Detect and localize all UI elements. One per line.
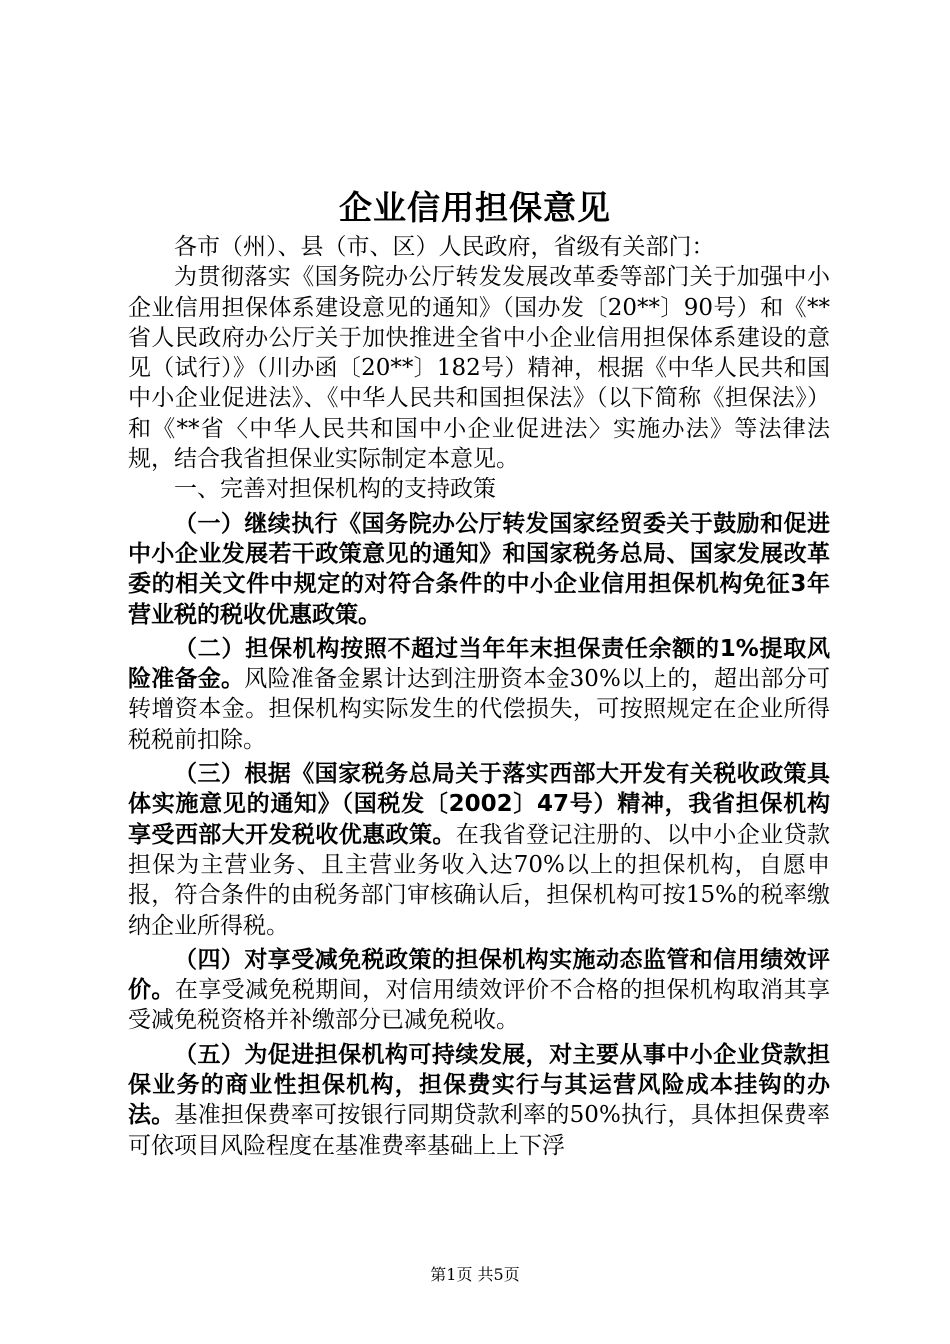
policy-item-3-lead: （三）根据《国家税务总局关于落实西部大开发有关税收政策具体实施意见的通知》（国税发〔2002〕47号）精神，我省担保机构享受西部大开发税收优惠政策。 [128, 761, 830, 848]
policy-item-2-lead: （二）担保机构按照不超过当年年末担保责任余额的1%提取风险准备金。 [128, 635, 830, 693]
policy-item-2-text: 风险准备金累计达到注册资本金30%以上的，超出部分可转增资本金。担保机构实际发生的代偿损失，可按照规定在企业所得税税前扣除。 [128, 666, 831, 753]
policy-item-4 [128, 945, 830, 1036]
policy-item-3-text: 在我省登记注册的、以中小企业贷款担保为主营业务、且主营业务收入达70%以上的担保机构，自愿申报，符合条件的由税务部门审核确认后，担保机构可按15%的税率缴纳企业所得税。 [128, 821, 831, 939]
page-footer: 第1页 共5页 [430, 1265, 520, 1284]
policy-item-4-text: 在享受减免税期间，对信用绩效评价不合格的担保机构取消其享受减免税资格并补缴部分已减免税收。 [128, 977, 831, 1034]
policy-item-5-text: 基准担保费率可按银行同期贷款利率的50%执行，具体担保费率可依项目风险程度在基准费率基础上上下浮 [128, 1102, 831, 1159]
policy-item-5-lead: （五）为促进担保机构可持续发展，对主要从事中小企业贷款担保业务的商业性担保机构，担保费实行与其运营风险成本挂钩的办法。 [128, 1041, 830, 1129]
policy-item-1-lead: （一）继续执行《国务院办公厅转发国家经贸委关于鼓励和促进中小企业发展若干政策意见的通知》和国家税务总局、国家发展改革委的相关文件中规定的对符合条件的中小企业信用担保机构免征3年营业税的税收优惠政策。 [128, 510, 830, 628]
policy-item-1 [128, 509, 830, 630]
policy-item-5 [128, 1040, 830, 1161]
document-body [128, 232, 830, 1161]
policy-item-4-lead: （四）对享受减免税政策的担保机构实施动态监管和信用绩效评价。 [128, 946, 830, 1004]
salutation: 各市（州）、县（市、区）人民政府，省级有关部门： [174, 234, 715, 260]
intro-paragraph: 为贯彻落实《国务院办公厅转发发展改革委等部门关于加强中小企业信用担保体系建设意见的通知》（国办发〔20**〕90号）和《**省人民政府办公厅关于加快推进全省中小企业信用担保体系建设的意见（试行）》（川办函〔20**〕182号）精神，根据《中华人民共和国中小企业促进法》、《中华人民共和国担保法》（以下简称《担保法》）和《**省〈中华人民共和国中小企业促进法〉实施办法》等法律法规，结合我省担保业实际制定本意见。 [128, 264, 830, 473]
policy-item-3 [128, 759, 830, 941]
section-heading: 一、完善对担保机构的支持政策 [174, 476, 496, 503]
document-title: 企业信用担保意见 [339, 188, 611, 227]
policy-item-2 [128, 634, 830, 755]
